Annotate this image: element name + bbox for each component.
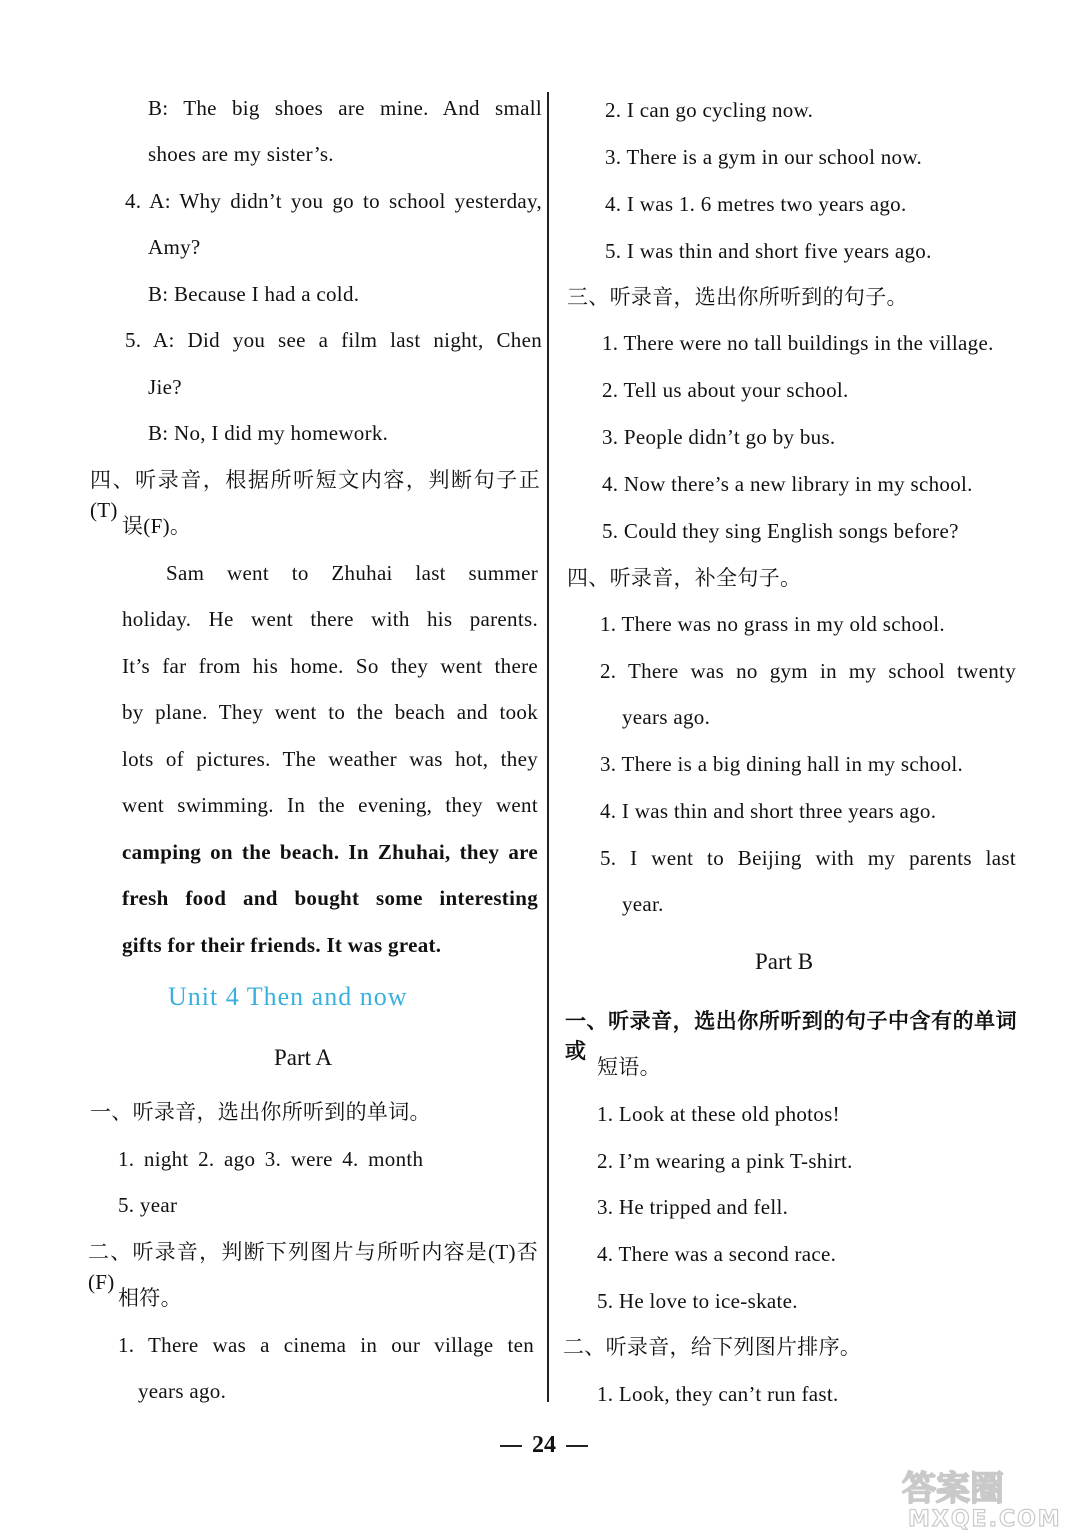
text-line: 1. night 2. ago 3. were 4. month: [118, 1147, 424, 1171]
passage-line: gifts for their friends. It was great.: [122, 933, 442, 957]
text-line: 2. I’m wearing a pink T-shirt.: [597, 1149, 853, 1173]
text-line: 3. There is a big dining hall in my school.: [600, 752, 964, 776]
part-title: Part A: [274, 1045, 333, 1070]
passage-line: went swimming. In the evening, they went: [122, 793, 538, 817]
text-line: 2. Tell us about your school.: [602, 378, 849, 402]
passage-line: camping on the beach. In Zhuhai, they are: [122, 840, 538, 864]
text-line: years ago.: [138, 1379, 227, 1403]
page-number-text: 24: [532, 1432, 556, 1458]
section-heading: 相符。: [118, 1286, 182, 1310]
dash-right: [566, 1445, 588, 1447]
text-line: 3. People didn’t go by bus.: [602, 425, 836, 449]
watermark-en: MXQE.COM: [908, 1507, 1062, 1532]
section-heading: 二、听录音，判断下列图片与所听内容是(T)否(F): [88, 1240, 538, 1294]
passage-line: It’s far from his home. So they went there: [122, 654, 538, 678]
text-line: 1. Look, they can’t run fast.: [597, 1382, 839, 1406]
text-line: 1. There was a cinema in our village ten: [118, 1333, 534, 1357]
dash-left: [500, 1445, 522, 1447]
text-line: B: The big shoes are mine. And small: [148, 96, 542, 120]
column-divider: [547, 92, 549, 1402]
text-line: shoes are my sister’s.: [148, 142, 334, 166]
text-line: 5. Could they sing English songs before?: [602, 519, 959, 543]
passage-line: holiday. He went there with his parents.: [122, 607, 538, 631]
section-heading: 四、听录音，根据所听短文内容，判断句子正(T): [90, 468, 540, 522]
section-heading: 误(F)。: [122, 514, 192, 538]
part-title: Part B: [755, 949, 814, 974]
text-line: 4. A: Why didn’t you go to school yesterday,: [125, 189, 542, 213]
text-line: B: Because I had a cold.: [148, 282, 360, 306]
text-line: years ago.: [622, 705, 711, 729]
section-heading: 短语。: [597, 1055, 661, 1079]
passage-line: fresh food and bought some interesting: [122, 886, 538, 910]
text-line: 1. There was no grass in my old school.: [600, 612, 945, 636]
text-line: 2. There was no gym in my school twenty: [600, 659, 1016, 683]
passage-line: lots of pictures. The weather was hot, they: [122, 747, 538, 771]
text-line: 2. I can go cycling now.: [605, 98, 814, 122]
text-line: 5. A: Did you see a film last night, Chen: [125, 328, 542, 352]
section-heading: 三、听录音，选出你所听到的句子。: [567, 285, 908, 309]
text-line: year.: [622, 892, 664, 916]
text-line: 4. I was thin and short three years ago.: [600, 799, 937, 823]
section-heading: 四、听录音，补全句子。: [567, 566, 802, 590]
text-line: 3. He tripped and fell.: [597, 1195, 789, 1219]
text-line: 5. I was thin and short five years ago.: [605, 239, 932, 263]
text-line: 4. I was 1. 6 metres two years ago.: [605, 192, 907, 216]
text-line: 5. He love to ice-skate.: [597, 1289, 798, 1313]
section-heading: 一、听录音，选出你所听到的单词。: [90, 1100, 431, 1124]
section-heading: 一、听录音，选出你所听到的句子中含有的单词或: [565, 1009, 1017, 1063]
section-heading: 二、听录音，给下列图片排序。: [563, 1335, 862, 1359]
text-line: B: No, I did my homework.: [148, 421, 389, 445]
passage-line: by plane. They went to the beach and took: [122, 700, 538, 724]
text-line: 5. year: [118, 1193, 178, 1217]
text-line: 4. Now there’s a new library in my school.: [602, 472, 973, 496]
text-line: 3. There is a gym in our school now.: [605, 145, 923, 169]
text-line: Jie?: [148, 375, 182, 399]
text-line: 1. There were no tall buildings in the village.: [602, 331, 994, 355]
text-line: 4. There was a second race.: [597, 1242, 837, 1266]
watermark-logo: [896, 1462, 1066, 1532]
text-line: Amy?: [148, 235, 201, 259]
text-line: 1. Look at these old photos!: [597, 1102, 840, 1126]
passage-line: Sam went to Zhuhai last summer: [166, 561, 538, 585]
page-number: [490, 1432, 590, 1459]
watermark-cn: 答案圈: [902, 1469, 1004, 1509]
text-line: 5. I went to Beijing with my parents last: [600, 846, 1016, 870]
unit-title: Unit 4 Then and now: [168, 982, 408, 1011]
